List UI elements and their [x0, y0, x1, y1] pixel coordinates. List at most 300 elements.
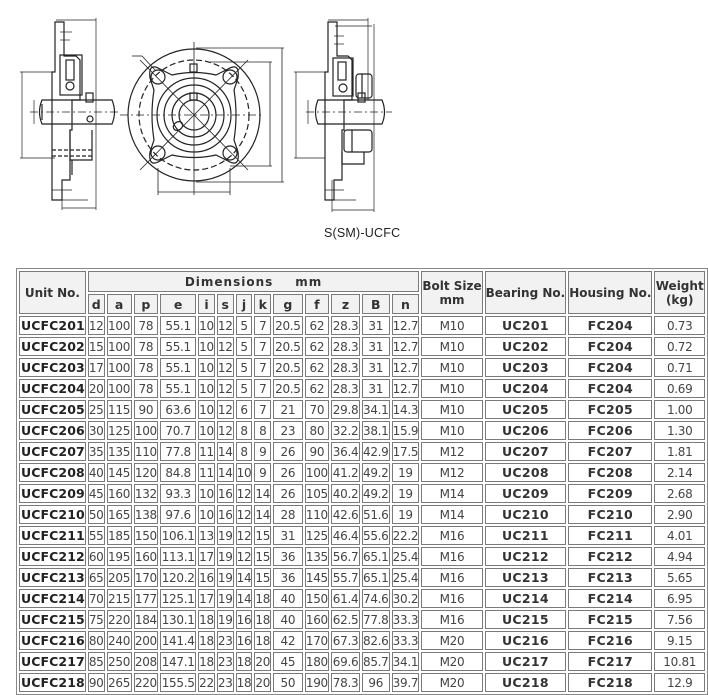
weight-cell: 0.69: [654, 379, 705, 398]
dim-cell-d: 35: [88, 442, 105, 461]
dim-cell-s: 23: [217, 673, 234, 692]
dim-cell-a: 185: [107, 526, 132, 545]
dim-cell-b: 85.7: [362, 652, 390, 671]
dim-cell-j: 5: [236, 337, 253, 356]
table-row: [19, 421, 705, 440]
housing-no-cell: FC206: [568, 421, 652, 440]
bearing-no-cell: UC217: [485, 652, 567, 671]
unit-no-cell: UCFC217: [21, 654, 85, 669]
dim-cell-b: 65.1: [362, 568, 390, 587]
dim-cell-e: 84.8: [160, 463, 196, 482]
dim-cell-e: 55.1: [160, 337, 196, 356]
dim-cell-e: 141.4: [160, 631, 196, 650]
dim-cell-f: 62: [305, 379, 330, 398]
dim-cell-n: 25.4: [392, 547, 420, 566]
dim-cell-s: 12: [217, 316, 234, 335]
dim-cell-p: 177: [134, 589, 159, 608]
weight-cell: 12.9: [654, 673, 705, 692]
dim-cell-k: 20: [254, 673, 271, 692]
weight-cell: 1.00: [654, 400, 705, 419]
dim-cell-p: 78: [134, 358, 159, 377]
header-dim-d: d: [88, 294, 105, 314]
dim-cell-d: 12: [88, 316, 105, 335]
dim-cell-g: 50: [273, 673, 302, 692]
side-view-left: [20, 18, 118, 210]
dim-cell-d: 15: [88, 337, 105, 356]
dim-cell-e: 55.1: [160, 358, 196, 377]
dim-cell-k: 9: [254, 463, 271, 482]
unit-no-cell: UCFC203: [21, 360, 85, 375]
bolt-size-cell: M12: [421, 442, 482, 461]
dim-cell-k: 14: [254, 484, 271, 503]
dim-cell-i: 10: [198, 505, 215, 524]
dim-cell-b: 31: [362, 316, 390, 335]
unit-no-cell: UCFC208: [21, 465, 85, 480]
dim-cell-g: 45: [273, 652, 302, 671]
dim-cell-n: 12.7: [392, 337, 420, 356]
dim-cell-g: 42: [273, 631, 302, 650]
dim-cell-p: 78: [134, 379, 159, 398]
header-dim-s: s: [217, 294, 234, 314]
bearing-no-cell: UC202: [485, 337, 567, 356]
dim-cell-b: 31: [362, 379, 390, 398]
weight-cell: 9.15: [654, 631, 705, 650]
dim-cell-f: 100: [305, 463, 330, 482]
table-row: [19, 652, 705, 671]
header-dim-z: z: [331, 294, 360, 314]
housing-no-cell: FC209: [568, 484, 652, 503]
unit-no-cell: UCFC210: [21, 507, 85, 522]
bearing-no-cell: UC211: [485, 526, 567, 545]
dim-cell-d: 60: [88, 547, 105, 566]
dim-cell-d: 75: [88, 610, 105, 629]
dim-cell-p: 170: [134, 568, 159, 587]
dim-cell-i: 17: [198, 547, 215, 566]
dim-cell-i: 10: [198, 379, 215, 398]
dim-cell-g: 26: [273, 484, 302, 503]
housing-no-cell: FC213: [568, 568, 652, 587]
table-row: [19, 358, 705, 377]
table-row: [19, 379, 705, 398]
dim-cell-z: 29.8: [331, 400, 360, 419]
dim-cell-k: 7: [254, 358, 271, 377]
bearing-no-cell: UC213: [485, 568, 567, 587]
table-row: [19, 484, 705, 503]
dim-cell-a: 265: [107, 673, 132, 692]
dim-cell-n: 30.2: [392, 589, 420, 608]
dim-cell-e: 106.1: [160, 526, 196, 545]
header-dim-f: f: [305, 294, 330, 314]
dim-cell-p: 132: [134, 484, 159, 503]
bearing-no-cell: UC201: [485, 316, 567, 335]
dim-cell-j: 12: [236, 484, 253, 503]
housing-no-cell: FC212: [568, 547, 652, 566]
dim-cell-f: 70: [305, 400, 330, 419]
bearing-no-cell: UC204: [485, 379, 567, 398]
weight-cell: 1.81: [654, 442, 705, 461]
dim-cell-g: 20.5: [273, 358, 302, 377]
unit-no-cell: UCFC218: [21, 675, 85, 690]
dim-cell-i: 16: [198, 568, 215, 587]
table-row: [19, 568, 705, 587]
dim-cell-k: 15: [254, 547, 271, 566]
dim-cell-n: 15.9: [392, 421, 420, 440]
dim-cell-a: 215: [107, 589, 132, 608]
dim-cell-e: 77.8: [160, 442, 196, 461]
dim-cell-j: 14: [236, 568, 253, 587]
dim-cell-g: 31: [273, 526, 302, 545]
dim-cell-p: 138: [134, 505, 159, 524]
dim-cell-p: 100: [134, 421, 159, 440]
dim-cell-d: 65: [88, 568, 105, 587]
dim-cell-n: 12.7: [392, 379, 420, 398]
dim-cell-j: 5: [236, 316, 253, 335]
bolt-size-cell: M14: [421, 505, 482, 524]
bolt-size-cell: M10: [421, 337, 482, 356]
header-dim-i: i: [198, 294, 215, 314]
bolt-size-cell: M16: [421, 589, 482, 608]
dim-cell-k: 7: [254, 337, 271, 356]
dim-cell-g: 36: [273, 568, 302, 587]
dim-cell-f: 170: [305, 631, 330, 650]
header-housing-no: Housing No.: [568, 271, 652, 314]
weight-cell: 2.90: [654, 505, 705, 524]
dim-cell-z: 42.6: [331, 505, 360, 524]
dim-cell-n: 17.5: [392, 442, 420, 461]
weight-cell: 0.71: [654, 358, 705, 377]
dim-cell-n: 19: [392, 463, 420, 482]
dim-cell-f: 150: [305, 589, 330, 608]
header-dim-n: n: [392, 294, 420, 314]
dim-cell-e: 155.5: [160, 673, 196, 692]
dim-cell-j: 8: [236, 442, 253, 461]
housing-no-cell: FC204: [568, 316, 652, 335]
dim-cell-f: 90: [305, 442, 330, 461]
dim-cell-p: 110: [134, 442, 159, 461]
bolt-size-cell: M10: [421, 421, 482, 440]
header-dim-j: j: [236, 294, 253, 314]
weight-cell: 6.95: [654, 589, 705, 608]
header-dim-e: e: [160, 294, 196, 314]
bolt-size-cell: M16: [421, 526, 482, 545]
dim-cell-s: 14: [217, 442, 234, 461]
header-dim-b-upper: B: [362, 294, 390, 314]
dim-cell-s: 12: [217, 358, 234, 377]
dim-cell-n: 22.2: [392, 526, 420, 545]
dim-cell-d: 55: [88, 526, 105, 545]
dim-cell-b: 82.6: [362, 631, 390, 650]
dim-cell-f: 62: [305, 316, 330, 335]
dim-cell-i: 18: [198, 631, 215, 650]
weight-cell: 10.81: [654, 652, 705, 671]
dim-cell-b: 51.6: [362, 505, 390, 524]
spec-table: [16, 268, 708, 695]
unit-no-cell: UCFC202: [21, 339, 85, 354]
unit-no-cell: UCFC209: [21, 486, 85, 501]
housing-no-cell: FC211: [568, 526, 652, 545]
dim-cell-g: 21: [273, 400, 302, 419]
dim-cell-d: 50: [88, 505, 105, 524]
dim-cell-j: 14: [236, 589, 253, 608]
dim-cell-d: 30: [88, 421, 105, 440]
dim-cell-n: 33.3: [392, 631, 420, 650]
bolt-size-cell: M16: [421, 568, 482, 587]
dim-cell-i: 10: [198, 484, 215, 503]
bearing-no-cell: UC209: [485, 484, 567, 503]
dim-cell-i: 13: [198, 526, 215, 545]
housing-no-cell: FC217: [568, 652, 652, 671]
dim-cell-s: 16: [217, 505, 234, 524]
dim-cell-d: 85: [88, 652, 105, 671]
dim-cell-j: 5: [236, 379, 253, 398]
weight-cell: 7.56: [654, 610, 705, 629]
dim-cell-a: 220: [107, 610, 132, 629]
dim-cell-d: 70: [88, 589, 105, 608]
header-dimensions: [88, 271, 419, 292]
bearing-no-cell: UC205: [485, 400, 567, 419]
dim-cell-k: 7: [254, 316, 271, 335]
technical-drawing: [0, 0, 708, 262]
table-row: [19, 526, 705, 545]
dim-cell-e: 147.1: [160, 652, 196, 671]
dim-cell-k: 9: [254, 442, 271, 461]
header-dim-k: k: [254, 294, 271, 314]
side-view-right-sm: [294, 18, 392, 212]
dim-cell-p: 78: [134, 337, 159, 356]
table-row: [19, 463, 705, 482]
dim-cell-s: 19: [217, 589, 234, 608]
dim-cell-j: 12: [236, 505, 253, 524]
dim-cell-b: 31: [362, 337, 390, 356]
dim-cell-g: 40: [273, 610, 302, 629]
dim-cell-b: 34.1: [362, 400, 390, 419]
header-dimensions-label: Dimensions: [184, 274, 274, 289]
dim-cell-e: 70.7: [160, 421, 196, 440]
unit-no-cell: UCFC205: [21, 402, 85, 417]
dim-cell-k: 8: [254, 421, 271, 440]
dim-cell-a: 100: [107, 358, 132, 377]
dim-cell-e: 120.2: [160, 568, 196, 587]
dim-cell-b: 96: [362, 673, 390, 692]
unit-no-cell: UCFC204: [21, 381, 85, 396]
dim-cell-d: 25: [88, 400, 105, 419]
weight-cell: 1.30: [654, 421, 705, 440]
dim-cell-f: 145: [305, 568, 330, 587]
dim-cell-f: 62: [305, 358, 330, 377]
dim-cell-z: 28.3: [331, 337, 360, 356]
dim-cell-z: 41.2: [331, 463, 360, 482]
unit-no-cell: UCFC212: [21, 549, 85, 564]
dim-cell-g: 26: [273, 463, 302, 482]
dim-cell-f: 110: [305, 505, 330, 524]
dim-cell-z: 69.6: [331, 652, 360, 671]
dim-cell-n: 14.3: [392, 400, 420, 419]
dim-cell-e: 55.1: [160, 379, 196, 398]
bolt-size-cell: M10: [421, 400, 482, 419]
dim-cell-p: 120: [134, 463, 159, 482]
dim-cell-s: 23: [217, 652, 234, 671]
dim-cell-k: 7: [254, 379, 271, 398]
dim-cell-z: 40.2: [331, 484, 360, 503]
dim-cell-j: 16: [236, 631, 253, 650]
dim-cell-i: 11: [198, 442, 215, 461]
header-weight-label: Weight: [655, 278, 704, 293]
dim-cell-i: 18: [198, 652, 215, 671]
dim-cell-s: 12: [217, 337, 234, 356]
header-dimensions-unit: mm: [295, 274, 323, 289]
dim-cell-z: 28.3: [331, 379, 360, 398]
dim-cell-z: 78.3: [331, 673, 360, 692]
dim-cell-a: 125: [107, 421, 132, 440]
dim-cell-b: 65.1: [362, 547, 390, 566]
dim-cell-b: 49.2: [362, 484, 390, 503]
dim-cell-p: 78: [134, 316, 159, 335]
dim-cell-b: 74.6: [362, 589, 390, 608]
bolt-size-cell: M12: [421, 463, 482, 482]
table-row: [19, 400, 705, 419]
bolt-size-cell: M20: [421, 673, 482, 692]
weight-cell: 2.68: [654, 484, 705, 503]
dim-cell-p: 160: [134, 547, 159, 566]
unit-no-cell: UCFC214: [21, 591, 85, 606]
dim-cell-e: 97.6: [160, 505, 196, 524]
bearing-no-cell: UC212: [485, 547, 567, 566]
header-weight-unit: (kg): [665, 292, 694, 307]
dim-cell-j: 10: [236, 463, 253, 482]
unit-no-cell: UCFC213: [21, 570, 85, 585]
dim-cell-z: 46.4: [331, 526, 360, 545]
dim-cell-a: 100: [107, 316, 132, 335]
weight-cell: 5.65: [654, 568, 705, 587]
table-row: [19, 442, 705, 461]
dim-cell-p: 208: [134, 652, 159, 671]
header-bearing-no: Bearing No.: [485, 271, 567, 314]
housing-no-cell: FC207: [568, 442, 652, 461]
dim-cell-f: 62: [305, 337, 330, 356]
dim-cell-n: 12.7: [392, 316, 420, 335]
dim-cell-a: 160: [107, 484, 132, 503]
dim-cell-b: 49.2: [362, 463, 390, 482]
dim-cell-b: 31: [362, 358, 390, 377]
bearing-no-cell: UC206: [485, 421, 567, 440]
unit-no-cell: UCFC201: [21, 318, 85, 333]
weight-cell: 4.01: [654, 526, 705, 545]
dim-cell-a: 115: [107, 400, 132, 419]
dim-cell-a: 250: [107, 652, 132, 671]
dim-cell-g: 20.5: [273, 379, 302, 398]
front-view-flange: [120, 42, 284, 195]
dim-cell-b: 38.1: [362, 421, 390, 440]
dim-cell-i: 18: [198, 610, 215, 629]
dim-cell-j: 16: [236, 610, 253, 629]
dim-cell-d: 20: [88, 379, 105, 398]
bearing-no-cell: UC208: [485, 463, 567, 482]
dim-cell-j: 18: [236, 652, 253, 671]
dim-cell-k: 18: [254, 610, 271, 629]
housing-no-cell: FC208: [568, 463, 652, 482]
unit-no-cell: UCFC216: [21, 633, 85, 648]
dim-cell-e: 93.3: [160, 484, 196, 503]
dim-cell-k: 15: [254, 526, 271, 545]
dim-cell-z: 28.3: [331, 358, 360, 377]
dim-cell-k: 15: [254, 568, 271, 587]
dim-cell-a: 100: [107, 379, 132, 398]
housing-no-cell: FC215: [568, 610, 652, 629]
dim-cell-a: 100: [107, 337, 132, 356]
spec-table-body: [19, 316, 705, 692]
dim-cell-s: 16: [217, 484, 234, 503]
dim-cell-z: 55.7: [331, 568, 360, 587]
bearing-no-cell: UC207: [485, 442, 567, 461]
dim-cell-z: 32.2: [331, 421, 360, 440]
dim-cell-a: 205: [107, 568, 132, 587]
table-row: [19, 547, 705, 566]
dim-cell-g: 20.5: [273, 337, 302, 356]
dim-cell-f: 160: [305, 610, 330, 629]
bearing-no-cell: UC216: [485, 631, 567, 650]
dim-cell-g: 40: [273, 589, 302, 608]
dim-cell-s: 19: [217, 547, 234, 566]
bearing-no-cell: UC210: [485, 505, 567, 524]
dim-cell-g: 36: [273, 547, 302, 566]
table-row: [19, 337, 705, 356]
housing-no-cell: FC204: [568, 379, 652, 398]
dim-cell-n: 33.3: [392, 610, 420, 629]
unit-no-cell: UCFC206: [21, 423, 85, 438]
table-row: [19, 631, 705, 650]
dim-cell-f: 80: [305, 421, 330, 440]
header-dim-a: a: [107, 294, 132, 314]
dim-cell-n: 19: [392, 505, 420, 524]
bolt-size-cell: M10: [421, 379, 482, 398]
dim-cell-f: 105: [305, 484, 330, 503]
dim-cell-i: 10: [198, 337, 215, 356]
bolt-size-cell: M20: [421, 652, 482, 671]
dim-cell-g: 26: [273, 442, 302, 461]
dim-cell-j: 12: [236, 526, 253, 545]
dim-cell-e: 130.1: [160, 610, 196, 629]
dim-cell-e: 113.1: [160, 547, 196, 566]
dim-cell-g: 28: [273, 505, 302, 524]
drawing-caption: S(SM)-UCFC: [324, 226, 401, 240]
housing-no-cell: FC205: [568, 400, 652, 419]
dim-cell-z: 61.4: [331, 589, 360, 608]
housing-no-cell: FC214: [568, 589, 652, 608]
table-row: [19, 673, 705, 692]
bearing-no-cell: UC214: [485, 589, 567, 608]
header-bolt-size: [421, 271, 482, 314]
dim-cell-n: 34.1: [392, 652, 420, 671]
dim-cell-i: 10: [198, 316, 215, 335]
unit-no-cell: UCFC215: [21, 612, 85, 627]
dim-cell-d: 40: [88, 463, 105, 482]
dim-cell-z: 56.7: [331, 547, 360, 566]
header-dim-g: g: [273, 294, 302, 314]
header-unit-no: Unit No.: [19, 271, 86, 314]
dim-cell-s: 23: [217, 631, 234, 650]
bearing-no-cell: UC203: [485, 358, 567, 377]
weight-cell: 0.73: [654, 316, 705, 335]
dim-cell-e: 125.1: [160, 589, 196, 608]
bearing-unit-drawing: [0, 0, 708, 262]
dim-cell-g: 20.5: [273, 316, 302, 335]
dim-cell-z: 67.3: [331, 631, 360, 650]
dim-cell-b: 42.9: [362, 442, 390, 461]
dim-cell-k: 18: [254, 589, 271, 608]
dim-cell-i: 11: [198, 463, 215, 482]
dim-cell-f: 125: [305, 526, 330, 545]
dim-cell-g: 23: [273, 421, 302, 440]
